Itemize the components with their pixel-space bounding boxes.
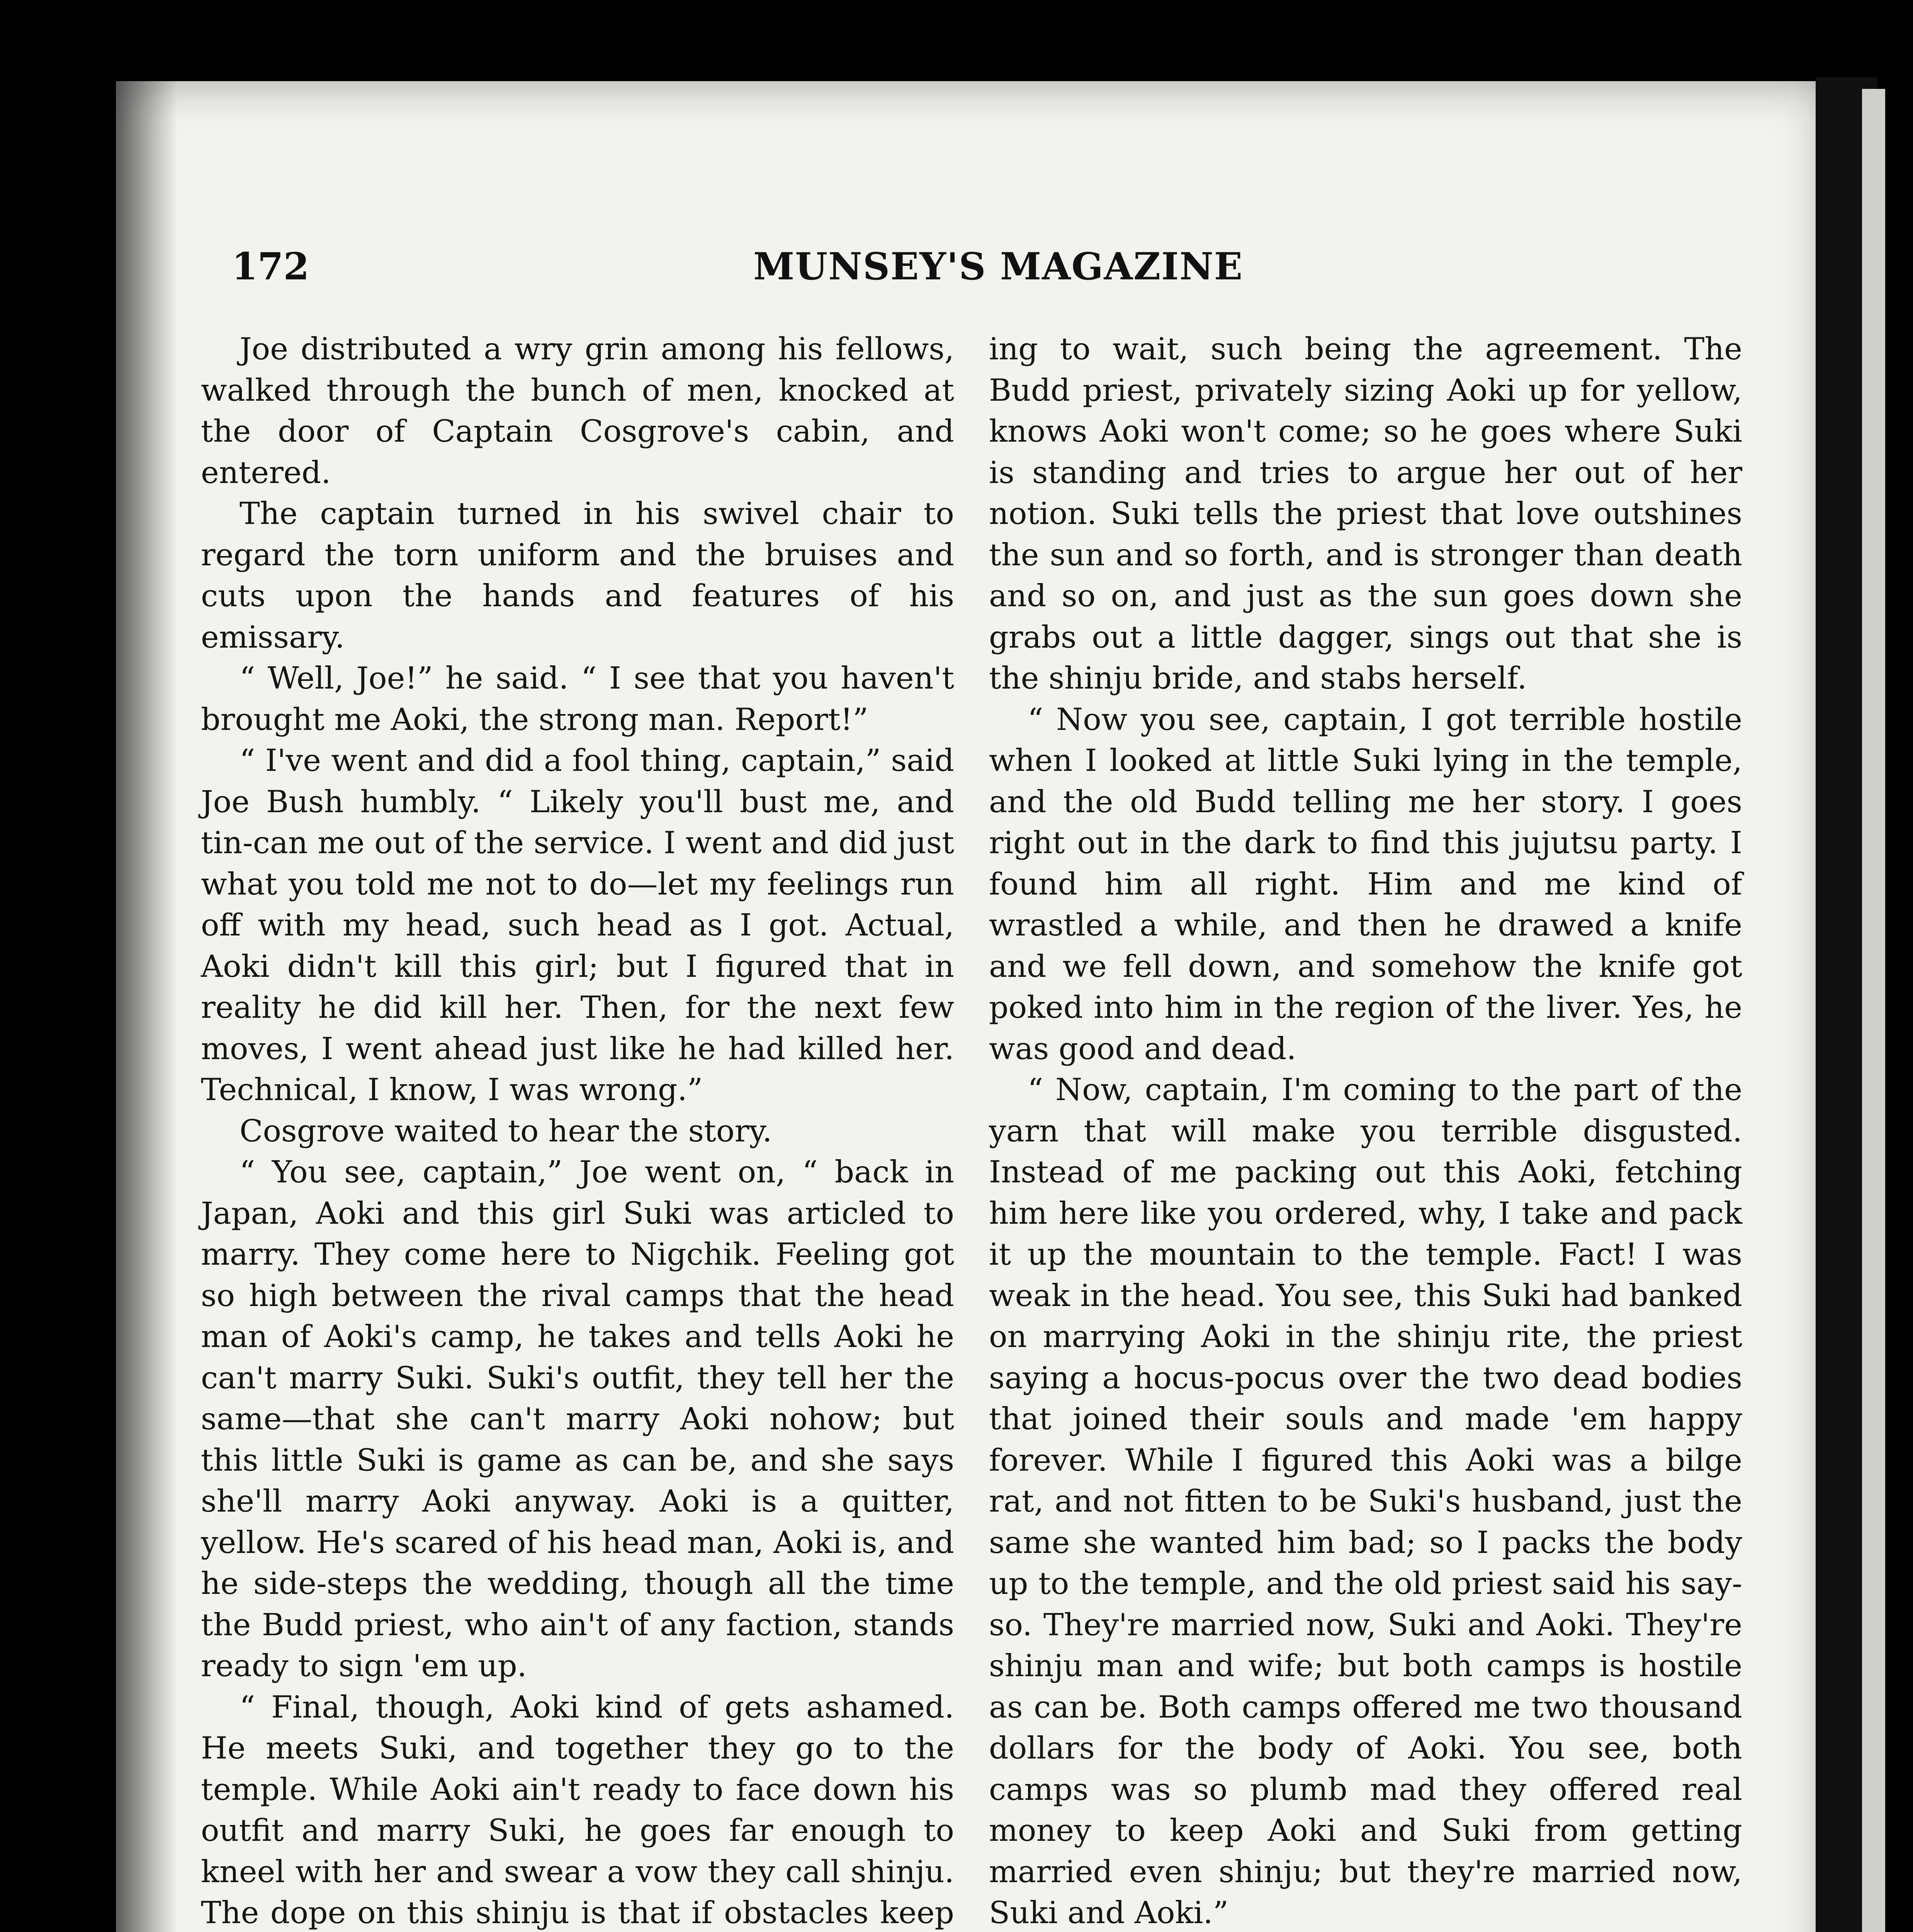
page-number: 172 <box>232 245 309 288</box>
paragraph: “ Well, Joe!” he said. “ I see that you haven't brought me Aoki, the strong man. Report!” <box>201 660 954 737</box>
paragraph: “ Now, captain, I'm coming to the part of the yarn that will make you terrible disgusted. Instead of me packing out this Aoki, fetching him here like you ordered, why, I take and pack it up the mountain to the temple. Fact! I was weak in the head. You see, this Suki had banked on marrying Aoki in the shinju rite, the priest saying a hocus-pocus over the two dead bodies that joined their souls and made 'em happy forever. While I figured this Aoki was a bilge rat, and not fitten to be Suki's husband, just the same she wanted him bad; so I packs the body up to the temple, and the old priest said his say-so. They're married now, Suki and Aoki. They're shinju man and wife; but both camps is hostile as can be. Both camps offered me two thousand dollars for the body of Aoki. You see, both camps was so plumb mad they offered real money to keep Aoki and Suki from getting married even shinju; but they're married now, Suki and Aoki.” <box>989 1072 1742 1930</box>
running-head: MUNSEY'S MAGAZINE <box>753 245 1244 288</box>
paragraph: “ I've went and did a fool thing, captain,” said Joe Bush humbly. “ Likely you'll bust me, and tin-can me out of the service. I went and did just what you told me not to do—let my feelings run off with my head, such head as I got. Actual, Aoki didn't kill this girl; but I figured that in reality he did kill her. Then, for the next few moves, I went ahead just like he had killed her. Technical, I know, I was wrong.” <box>201 743 954 1107</box>
gutter-shadow <box>116 81 178 1932</box>
text-column-right <box>989 328 1742 1932</box>
paragraph-continued: ing to wait, such being the agreement. The Budd priest, privately sizing Aoki up for yellow, knows Aoki won't come; so he goes where Suki is standing and tries to argue her out of her notion. Suki tells the priest that love outshines the sun and so forth, and is stronger than death and so on, and just as the sun goes down she grabs out a little dagger, sings out that she is the shinju bride, and stabs herself. <box>989 331 1742 696</box>
paragraph: The captain turned in his swivel chair to regard the torn uniform and the bruises and cuts upon the hands and features of his emissary. <box>201 496 954 655</box>
paragraph: “ Final, though, Aoki kind of gets ashamed. He meets Suki, and together they go to the temple. While Aoki ain't ready to face down his outfit and marry Suki, he goes far enough to kneel with her and swear a vow they call shinju. The dope on this shinju is that if obstacles keep <box>201 1689 954 1930</box>
text-column-left <box>201 328 954 1932</box>
paragraph: Joe distributed a wry grin among his fellows, walked through the bunch of men, knocked at the door of Captain Cosgrove's cabin, and entered. <box>201 331 954 490</box>
paragraph: “ Now you see, captain, I got terrible hostile when I looked at little Suki lying in the temple, and the old Budd telling me her story. I goes right out in the dark to find this jujutsu party. I found him all right. Him and me kind of wrastled a while, and then he drawed a knife and we fell down, and somehow the knife got poked into him in the region of the liver. Yes, he was good and dead. <box>989 701 1742 1066</box>
paragraph: Cosgrove waited to hear the story. <box>240 1113 772 1149</box>
next-page-edge <box>1862 89 1885 1932</box>
paragraph: “ You see, captain,” Joe went on, “ back in Japan, Aoki and this girl Suki was articled to marry. They come here to Nigchik. Feeling got so high between the rival camps that the head man of Aoki's camp, he takes and tells Aoki he can't marry Suki. Suki's outfit, they tell her the same—that she can't marry Aoki nohow; but this little Suki is game as can be, and she says she'll marry Aoki anyway. Aoki is a quitter, yellow. He's scared of his head man, Aoki is, and he side-steps the wedding, though all the time the Budd priest, who ain't of any faction, stands ready to sign 'em up. <box>201 1154 954 1684</box>
